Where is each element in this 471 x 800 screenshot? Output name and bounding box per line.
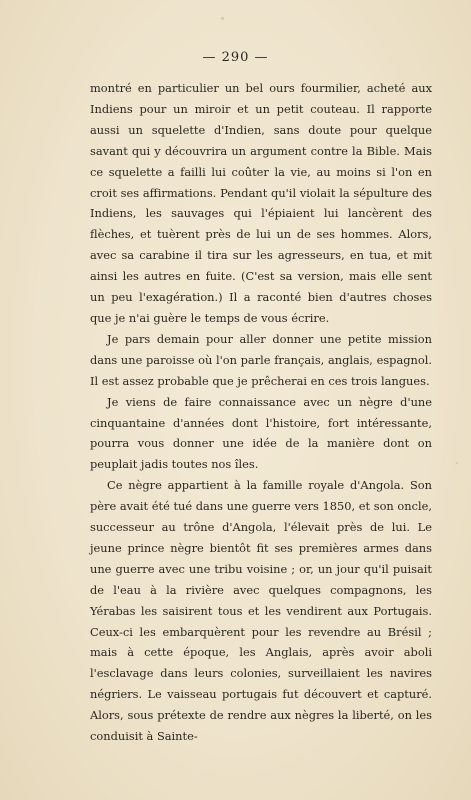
paper-spot [456, 462, 458, 464]
body-text [90, 78, 432, 747]
paragraph-2: Je pars demain pour aller donner une petite mission dans une paroisse où l'on parle français, anglais, espagnol. Il est assez probable que je prêcherai en ces trois langues. [90, 331, 432, 388]
paragraph-4: Ce nègre appartient à la famille royale d'Angola. Son père avait été tué dans une guerre vers 1850, et son oncle, successeur au trône d'Angola, l'élevait près de lui. Le jeune prince nègre bientôt fit ses premières armes dans une guerre avec une tribu voisine ; or, un jour qu'il puisait de l'eau à la rivière avec quelques compagnons, les Yérabas les saisirent tous et les vendirent aux Portugais. Ceux-ci les embarquèrent pour les revendre au Brésil ; mais à cette époque, les Anglais, après avoir aboli l'esclavage dans leurs colonies, surveillaient les navires négriers. Le vaisseau portugais fut découvert et capturé. Alors, sous prétexte de rendre aux nègres la liberté, on les conduisit à Sainte- [90, 478, 432, 744]
page-number: — 290 — [202, 50, 269, 65]
paragraph-3: Je viens de faire connaissance avec un nègre d'une cinquantaine d'années dont l'histoire, fort intéressante, pourra vous donner une idée de la manière dont on peuplait jadis toutes nos îles. [90, 394, 432, 472]
paper-spot [221, 17, 224, 20]
paragraph-1: montré en particulier un bel ours fourmilier, acheté aux Indiens pour un miroir et un petit couteau. Il rapporte aussi un squelette d'Indien, sans doute pour quelque savant qui y découvrira un argument contre la Bible. Mais ce squelette a failli lui coûter la vie, au moins si l'on en croit ses affirmations. Pendant qu'il violait la sépulture des Indiens, les sauvages qui l'épiaient lui lancèrent des flèches, et tuèrent près de lui un de ses hommes. Alors, avec sa carabine il tira sur les agresseurs, en tua, et mit ainsi les autres en fuite. (C'est sa version, mais elle sent un peu l'exagération.) Il a raconté bien d'autres choses que je n'ai guère le temps de vous écrire. [90, 81, 432, 325]
